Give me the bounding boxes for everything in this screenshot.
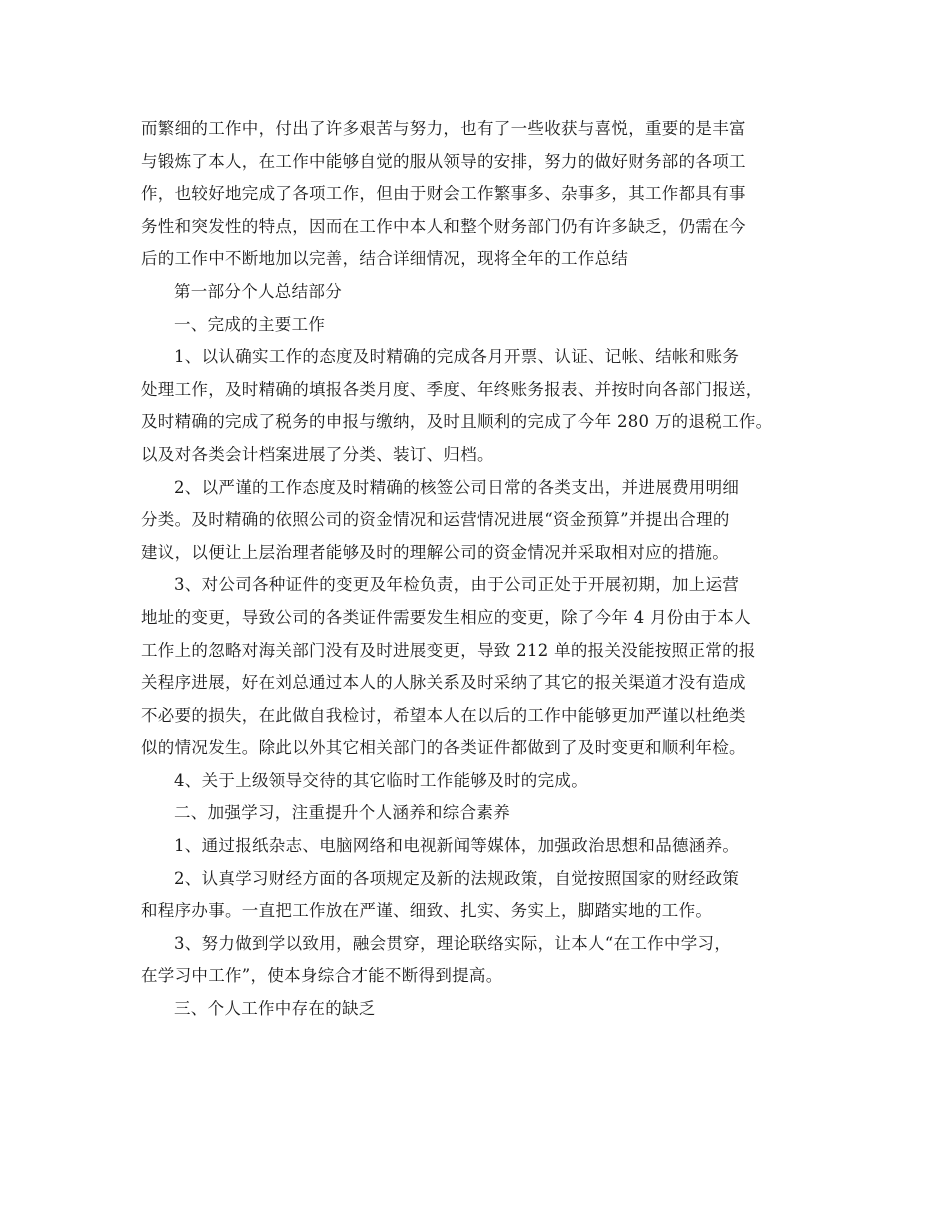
text-line: 务性和突发性的特点，因而在工作中本人和整个财务部门仍有许多缺乏，仍需在今 bbox=[141, 216, 746, 236]
text-line: 1、通过报纸杂志、电脑网络和电视新闻等媒体，加强政治思想和品德涵养。 bbox=[174, 836, 740, 856]
text-line: 以及对各类会计档案进展了分类、装订、归档。 bbox=[141, 444, 494, 464]
text-line: 4、关于上级领导交待的其它临时工作能够及时的完成。 bbox=[174, 770, 588, 790]
text-line: 及时精确的完成了税务的申报与缴纳，及时且顺利的完成了今年 280 万的退税工作。 bbox=[141, 412, 773, 432]
text-line: 处理工作，及时精确的填报各类月度、季度、年终账务报表、并按时向各部门报送， bbox=[141, 379, 763, 399]
text-line: 分类。及时精确的依照公司的资金情况和运营情况进展“资金预算”并提出合理的 bbox=[141, 510, 730, 530]
text-line: 2、认真学习财经方面的各项规定及新的法规政策，自觉按照国家的财经政策 bbox=[174, 868, 740, 888]
text-line: 而繁细的工作中，付出了许多艰苦与努力，也有了一些收获与喜悦，重要的是丰富 bbox=[141, 119, 746, 138]
text-line: 3、努力做到学以致用，融会贯穿，理论联络实际，让本人“在工作中学习， bbox=[174, 933, 732, 953]
text-line: 三、个人工作中存在的缺乏 bbox=[174, 999, 376, 1019]
text-line: 第一部分个人总结部分 bbox=[174, 281, 342, 301]
text-line: 似的情况发生。除此以外其它相关部门的各类证件都做到了及时变更和顺利年检。 bbox=[141, 738, 746, 758]
text-line: 3、对公司各种证件的变更及年检负责，由于公司正处于开展初期，加上运营 bbox=[174, 575, 740, 595]
text-line: 不必要的损失，在此做自我检讨，希望本人在以后的工作中能够更加严谨以杜绝类 bbox=[141, 705, 746, 725]
text-line: 作，也较好地完成了各项工作，但由于财会工作繁事多、杂事多，其工作都具有事 bbox=[141, 184, 746, 204]
text-line: 和程序办事。一直把工作放在严谨、细致、扎实、务实上，脚踏实地的工作。 bbox=[141, 901, 713, 921]
text-line: 后的工作中不断地加以完善，结合详细情况，现将全年的工作总结 bbox=[141, 249, 629, 269]
text-line: 工作上的忽略对海关部门没有及时进展变更，导致 212 单的报关没能按照正常的报 bbox=[141, 640, 756, 660]
text-line: 在学习中工作”，使本身综合才能不断得到提高。 bbox=[141, 966, 503, 986]
text-line: 一、完成的主要工作 bbox=[174, 314, 326, 334]
text-line: 2、以严谨的工作态度及时精确的核签公司日常的各类支出，并进展费用明细 bbox=[174, 477, 740, 497]
document-body bbox=[141, 113, 821, 1026]
text-line: 与锻炼了本人，在工作中能够自觉的服从领导的安排，努力的做好财务部的各项工 bbox=[141, 151, 746, 171]
text-line: 二、加强学习，注重提升个人涵养和综合素养 bbox=[174, 803, 510, 823]
text-line: 1、以认确实工作的态度及时精确的完成各月开票、认证、记帐、结帐和账务 bbox=[174, 347, 740, 367]
text-line: 关程序进展，好在刘总通过本人的人脉关系及时采纳了其它的报关渠道才没有造成 bbox=[141, 673, 746, 693]
text-line: 建议，以便让上层治理者能够及时的理解公司的资金情况并采取相对应的措施。 bbox=[141, 542, 729, 562]
text-line: 地址的变更，导致公司的各类证件需要发生相应的变更，除了今年 4 月份由于本人 bbox=[141, 607, 751, 627]
